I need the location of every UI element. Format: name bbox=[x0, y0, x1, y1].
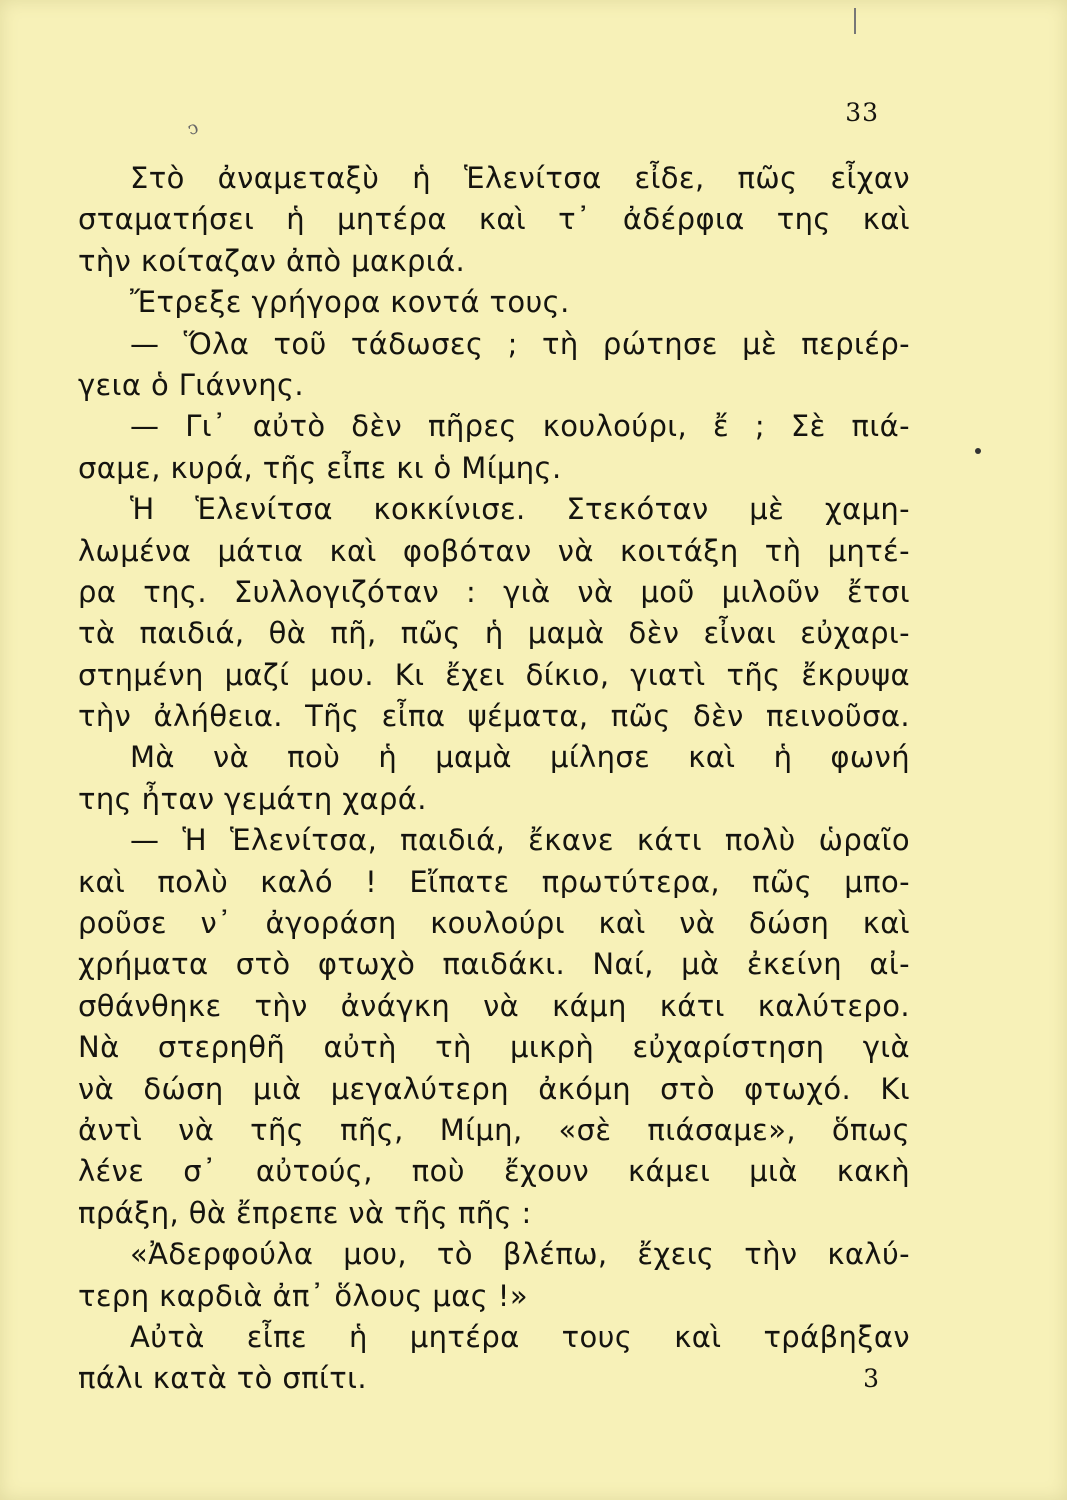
text-line: χρήματα στὸ φτωχὸ παιδάκι. Ναί, μὰ ἐκείνη αἰ- bbox=[78, 947, 910, 982]
text-line: τὴν κοίταζαν ἀπὸ μακριά. bbox=[78, 243, 466, 278]
text-line: στημένη μαζί μου. Κι ἔχει δίκιο, γιατὶ τῆς ἔκρυψα bbox=[78, 657, 910, 692]
text-line: λένε σ᾿ αὐτούς, ποὺ ἔχουν κάμει μιὰ κακὴ bbox=[78, 1154, 910, 1189]
text-line: — Ἡ Ἑλενίτσα, παιδιά, ἔκανε κάτι πολὺ ὡραῖο bbox=[130, 823, 910, 858]
text-line: πάλι κατὰ τὸ σπίτι. bbox=[78, 1361, 367, 1396]
text-line: σθάνθηκε τὴν ἀνάγκη νὰ κάμη κάτι καλύτερο. bbox=[78, 988, 910, 1023]
text-line: λωμένα μάτια καὶ φοβόταν νὰ κοιτάξη τὴ μητέ- bbox=[78, 533, 910, 568]
text-line: — Ὅλα τοῦ τάδωσες ; τὴ ρώτησε μὲ περιέρ- bbox=[130, 326, 910, 361]
text-line: πράξη, θὰ ἔπρεπε νὰ τῆς πῆς : bbox=[78, 1195, 532, 1230]
text-line: Ἔτρεξε γρήγορα κοντά τους. bbox=[130, 285, 570, 320]
page-text bbox=[78, 158, 910, 1400]
text-line: τερη καρδιὰ ἀπ᾿ ὅλους μας !» bbox=[78, 1278, 528, 1313]
text-line: Νὰ στερηθῆ αὐτὴ τὴ μικρὴ εὐχαρίστηση γιὰ bbox=[78, 1030, 910, 1065]
text-line: Αὐτὰ εἶπε ἡ μητέρα τους καὶ τράβηξαν bbox=[130, 1319, 910, 1354]
text-line: σταματήσει ἡ μητέρα καὶ τ᾿ ἀδέρφια της καὶ bbox=[78, 202, 910, 237]
text-line: Ἡ Ἑλενίτσα κοκκίνισε. Στεκόταν μὲ χαμη- bbox=[130, 492, 910, 527]
text-line: ἀντὶ νὰ τῆς πῆς, Μίμη, «σὲ πιάσαμε», ὅπως bbox=[78, 1112, 910, 1147]
text-line: Μὰ νὰ ποὺ ἡ μαμὰ μίλησε καὶ ἡ φωνή bbox=[130, 740, 910, 775]
text-line: «Ἀδερφούλα μου, τὸ βλέπω, ἔχεις τὴν καλύ- bbox=[130, 1237, 910, 1272]
text-line: της ἦταν γεμάτη χαρά. bbox=[78, 781, 427, 816]
text-line: τὰ παιδιά, θὰ πῆ, πῶς ἡ μαμὰ δὲν εἶναι εὐχαρι- bbox=[78, 616, 910, 651]
text-line: νὰ δώση μιὰ μεγαλύτερη ἀκόμη στὸ φτωχό. Κι bbox=[78, 1071, 910, 1106]
text-line: σαμε, κυρά, τῆς εἶπε κι ὁ Μίμης. bbox=[78, 450, 562, 485]
text-line: ρα της. Συλλογιζόταν : γιὰ νὰ μοῦ μιλοῦν ἔτσι bbox=[78, 574, 910, 609]
text-line: καὶ πολὺ καλό ! Εἴπατε πρωτύτερα, πῶς μπο- bbox=[78, 864, 910, 899]
signature-number: 3 bbox=[863, 1364, 879, 1393]
ink-dot bbox=[975, 448, 981, 454]
text-line: γεια ὁ Γιάννης. bbox=[78, 367, 305, 402]
text-line: Στὸ ἀναμεταξὺ ἡ Ἑλενίτσα εἶδε, πῶς εἶχαν bbox=[130, 161, 910, 195]
page-number: 33 bbox=[845, 98, 879, 127]
text-line: ροῦσε ν᾿ ἀγοράση κουλούρι καὶ νὰ δώση καὶ bbox=[78, 906, 910, 941]
text-line: τὴν ἀλήθεια. Τῆς εἶπα ψέματα, πῶς δὲν πεινοῦσα. bbox=[78, 699, 910, 734]
paper-scratch bbox=[854, 8, 856, 34]
text-line: — Γι᾿ αὐτὸ δὲν πῆρες κουλούρι, ἔ ; Σὲ πιά- bbox=[130, 409, 910, 444]
print-smudge: ↄ bbox=[184, 116, 202, 141]
